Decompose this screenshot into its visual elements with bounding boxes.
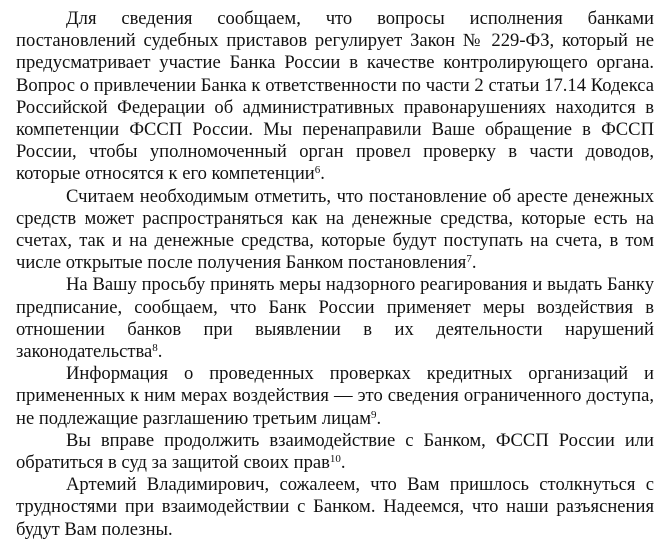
footnote-reference: 9 xyxy=(371,408,377,421)
paragraph-end: . xyxy=(320,163,325,185)
paragraph-end: . xyxy=(340,452,346,474)
paragraph-forwarding-to-fssp xyxy=(16,8,654,186)
paragraph-text: На Вашу просьбу принять меры надзорного реагирования и выдать Банку предписание, сообщаем, что Банк России применяет меры воздействия в отношении банков при выявлении в их деятельности нарушений законодательства xyxy=(16,274,654,363)
paragraph-text: Артемий Владимирович, сожалеем, что Вам пришлось столкнуться с трудностями при взаимодействии с Банком. Надеемся, что наши разъяснения будут Вам полезны. xyxy=(16,474,654,540)
paragraph-right-to-court xyxy=(16,430,654,474)
paragraph-text: Информация о проведенных проверках кредитных организаций и примененных к ним мерах воздействия — это сведения ограниченного доступа, не подлежащие разглашению третьим лицам xyxy=(16,363,654,429)
paragraph-supervisory-measures xyxy=(16,274,654,363)
paragraph-text: Считаем необходимым отметить, что постановление об аресте денежных средств может распространяться как на денежные средства, которые есть на счетах, так и на денежные средства, которые будут поступать на счета, в том числе открытые после получения Банком постановления xyxy=(16,185,654,274)
paragraph-end: . xyxy=(376,407,382,429)
paragraph-arrest-of-funds xyxy=(16,186,654,275)
paragraph-text: Для сведения сообщаем, что вопросы исполнения банками постановлений судебных приставов регулирует Закон № 229-ФЗ, который не предусматривает участие Банка России в качестве контролирующего органа. Вопрос о привлечении Банка к ответственности по части 2 статьи 17.14 Кодекса Российской Федерации об административных правонарушениях находится в компетенции ФССП России. Мы перенаправили Ваше обращение в ФССП России, чтобы уполномоченный орган провел проверку в части доводов, которые относятся к его компетенции xyxy=(16,8,654,185)
footnote-reference: 6 xyxy=(314,164,321,177)
paragraph-text: Вы вправе продолжить взаимодействие с Банком, ФССП России или обратиться в суд за защитой своих прав xyxy=(16,429,654,474)
footnote-reference: 7 xyxy=(466,253,472,266)
paragraph-end: . xyxy=(157,341,163,363)
footnote-reference: 8 xyxy=(152,342,158,355)
paragraph-end: . xyxy=(471,252,477,274)
paragraph-restricted-information xyxy=(16,363,654,430)
footnote-reference: 10 xyxy=(329,453,341,466)
paragraph-closing xyxy=(16,474,654,541)
